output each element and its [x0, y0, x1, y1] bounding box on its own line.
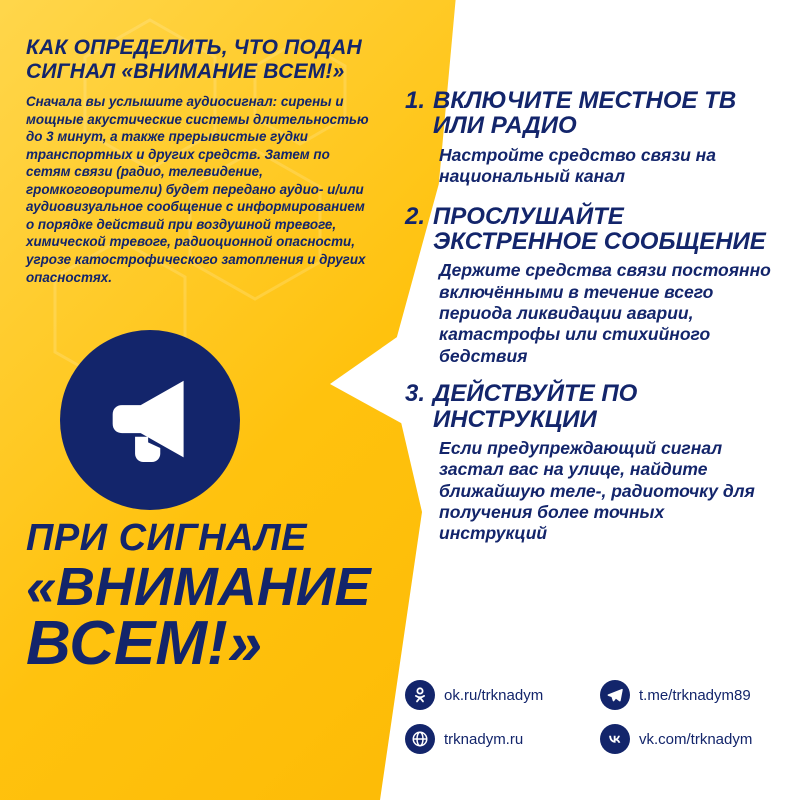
step-3-heading	[405, 381, 777, 432]
contact-website[interactable]	[405, 724, 590, 754]
left-body-text: Сначала вы услышите аудиосигнал: сирены и мощные акустические системы длительностью до 3 минут, а также прерывистые гудки транспортных и других средств. Затем по сетям связи (радио, телевидение, громкоговорители) будет передано аудио- и/или аудиовизуальное сообщение с информированием о порядке действий при воздушной тревоге, химической тревоге, радиоционной опасности, угрозе катострофического затопления и других опасностях.	[26, 94, 369, 285]
left-title: КАК ОПРЕДЕЛИТЬ, ЧТО ПОДАН СИГНАЛ «ВНИМАНИЕ ВСЕМ!»	[26, 36, 362, 83]
step-item-3	[405, 381, 777, 545]
step-2-body: Держите средства связи постоянно включёнными в течение всего периода ликвидации аварии, катастрофы или стихийного бедствия	[439, 260, 771, 366]
step-item-1	[405, 88, 777, 188]
step-2-title: ПРОСЛУШАЙТЕ ЭКСТРЕННОЕ СООБЩЕНИЕ	[433, 202, 766, 255]
left-column	[26, 36, 376, 286]
step-3-title: ДЕЙСТВУЙТЕ ПО ИНСТРУКЦИИ	[433, 380, 638, 433]
slogan	[26, 517, 406, 679]
slogan-line-3: ВСЕМ!»	[26, 609, 263, 679]
step-1-title: ВКЛЮЧИТЕ МЕСТНОЕ ТВ ИЛИ РАДИО	[433, 87, 737, 140]
step-3-body: Если предупреждающий сигнал застал вас на улице, найдите ближайшую теле-, радиоточку для получения более точных инструкций	[439, 438, 755, 544]
step-2-number: 2.	[405, 202, 426, 230]
vk-icon	[600, 724, 630, 754]
step-item-2	[405, 204, 777, 368]
slogan-line-2: «ВНИМАНИЕ	[26, 557, 371, 618]
step-3-number: 3.	[405, 380, 426, 408]
contact-odnoklassniki[interactable]	[405, 680, 590, 710]
contact-telegram-label: t.me/trknadym89	[639, 686, 751, 704]
megaphone-badge	[60, 330, 240, 510]
step-1-number: 1.	[405, 87, 426, 114]
odnoklassniki-icon	[405, 680, 435, 710]
contacts-block	[405, 680, 785, 754]
step-1-body: Настройте средство связи на национальный канал	[439, 144, 716, 187]
megaphone-icon	[94, 364, 206, 476]
contact-telegram[interactable]	[600, 680, 785, 710]
contact-website-label: trknadym.ru	[444, 730, 524, 748]
step-1-heading	[405, 88, 777, 139]
step-2-heading	[405, 204, 777, 255]
slogan-line-1: ПРИ СИГНАЛЕ	[26, 517, 307, 559]
contact-odnoklassniki-label: ok.ru/trknadym	[444, 686, 544, 704]
globe-icon	[405, 724, 435, 754]
contact-vk[interactable]	[600, 724, 785, 754]
steps-list	[405, 88, 777, 559]
contact-vk-label: vk.com/trknadym	[639, 730, 753, 748]
telegram-icon	[600, 680, 630, 710]
